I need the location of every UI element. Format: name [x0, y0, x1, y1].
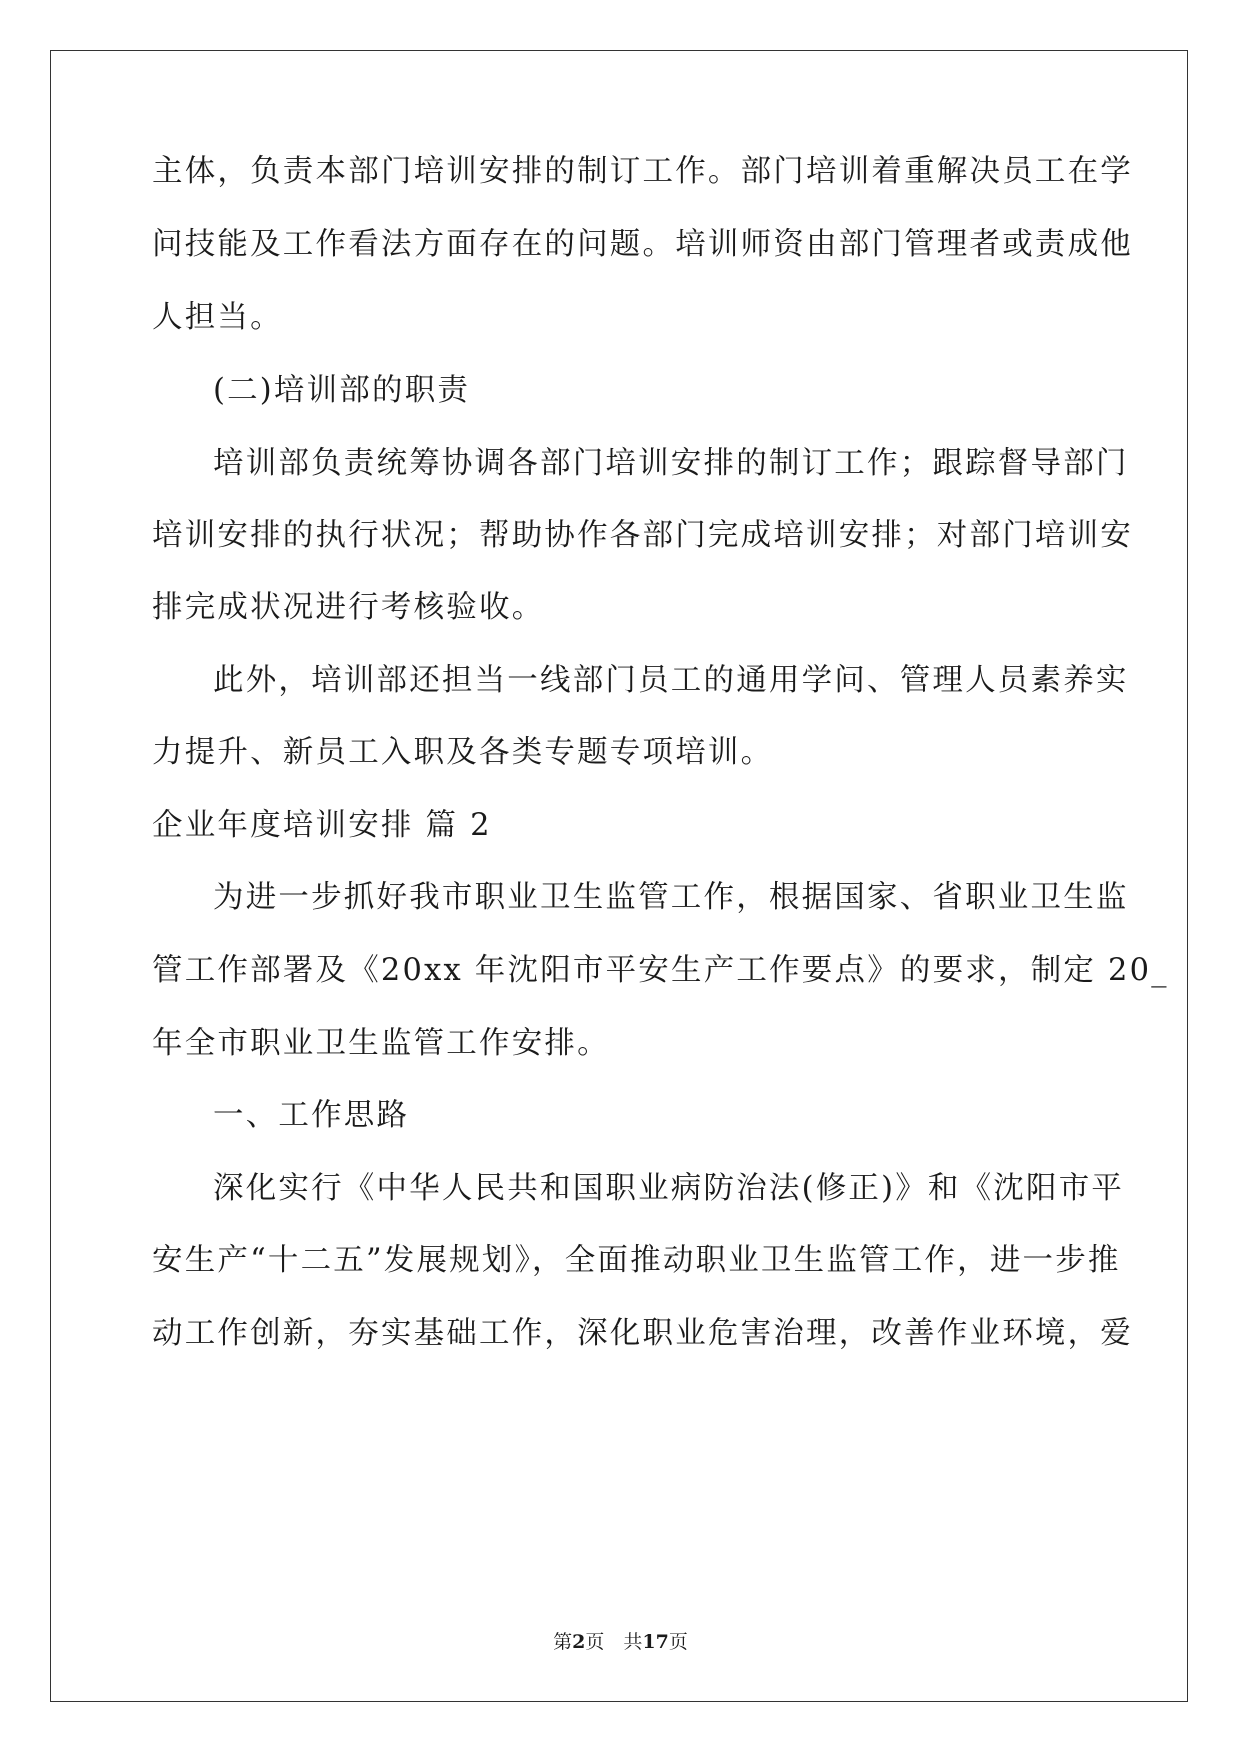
body-text-line: 安生产“十二五”发展规划》，全面推动职业卫生监管工作，进一步推: [152, 1243, 1121, 1278]
body-text-line: 力提升、新员工入职及各类专题专项培训。: [152, 735, 774, 770]
body-text-line: 此外，培训部还担当一线部门员工的通用学问、管理人员素养实: [213, 663, 1129, 698]
section-heading: (二)培训部的职责: [213, 373, 471, 408]
body-text-line: 培训部负责统筹协调各部门培训安排的制订工作；跟踪督导部门: [213, 446, 1129, 481]
body-text-line: 排完成状况进行考核验收。: [152, 590, 545, 625]
body-text-line: 动工作创新，夯实基础工作，深化职业危害治理，改善作业环境，爱: [152, 1316, 1133, 1351]
footer-suffix: 页: [668, 1631, 688, 1653]
total-pages-number: 17: [642, 1631, 669, 1653]
current-page-number: 2: [572, 1631, 586, 1653]
body-text-line: 问技能及工作看法方面存在的问题。培训师资由部门管理者或责成他: [152, 227, 1133, 262]
article-title: 企业年度培训安排 篇 2: [152, 808, 492, 843]
body-text-line: 主体，负责本部门培训安排的制订工作。部门培训着重解决员工在学: [152, 154, 1133, 189]
section-heading: 一、工作思路: [213, 1098, 410, 1133]
body-text-line: 人担当。: [152, 300, 283, 335]
body-text-line: 深化实行《中华人民共和国职业病防治法(修正)》和《沈阳市平: [213, 1171, 1125, 1206]
body-text-line: 年全市职业卫生监管工作安排。: [152, 1026, 610, 1061]
footer-prefix: 第: [553, 1631, 573, 1653]
body-text-line: 培训安排的执行状况；帮助协作各部门完成培训安排；对部门培训安: [152, 518, 1133, 553]
page-footer: [0, 1630, 1241, 1654]
body-text-line: 管工作部署及《20xx 年沈阳市平安生产工作要点》的要求，制定 20_: [152, 953, 1169, 988]
footer-middle: 页 共: [585, 1631, 643, 1653]
body-text-line: 为进一步抓好我市职业卫生监管工作，根据国家、省职业卫生监: [213, 880, 1129, 915]
